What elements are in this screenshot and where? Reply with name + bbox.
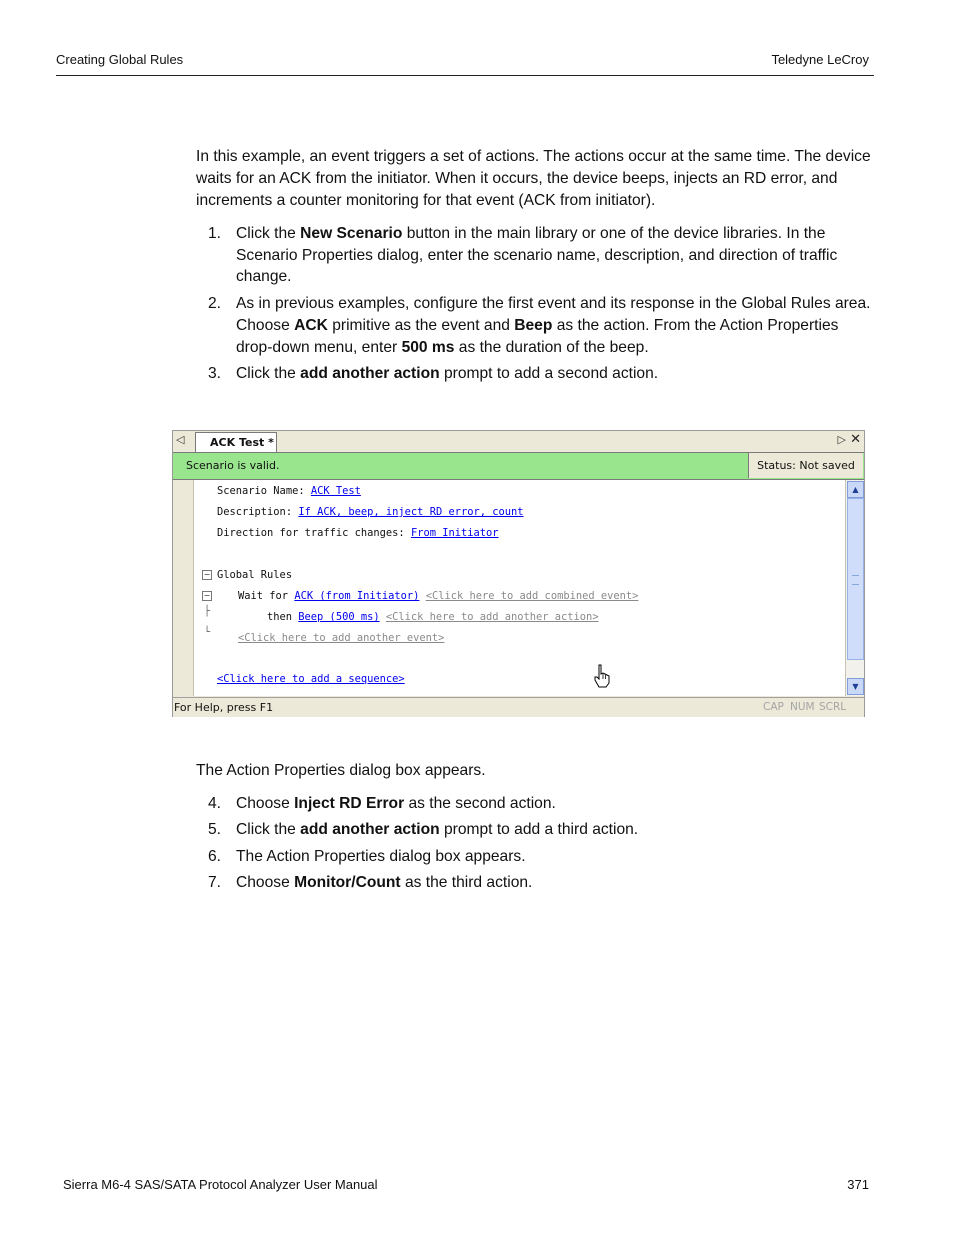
then-label: then: [267, 611, 299, 623]
step-emphasis: Beep: [514, 316, 553, 334]
step-text: The Action Properties dialog box appears.: [236, 847, 526, 865]
scroll-down-icon[interactable]: ▼: [847, 678, 864, 695]
steps-list-1: [196, 223, 874, 390]
step-emphasis: add another action: [300, 365, 440, 383]
description-link[interactable]: If ACK, beep, inject RD error, count: [298, 506, 524, 518]
footer-manual-title: Sierra M6-4 SAS/SATA Protocol Analyzer User Manual: [63, 1177, 378, 1192]
step-text: As in previous examples, configure the first event and its response in the Global Rules area. Choose: [236, 295, 871, 334]
scenario-editor-screenshot: [172, 430, 865, 717]
steps-list-2: [196, 793, 874, 899]
header-rule: [56, 75, 874, 76]
tab-bar: [173, 431, 864, 453]
event-link[interactable]: ACK (from Initiator): [294, 590, 420, 602]
step-text: as the third action.: [400, 874, 533, 892]
description-label: Description:: [217, 506, 299, 518]
add-sequence-link[interactable]: <Click here to add a sequence>: [217, 673, 405, 685]
step-emphasis: ACK: [294, 316, 328, 334]
validation-bar: [173, 453, 864, 480]
collapse-wait-icon[interactable]: −: [203, 591, 211, 600]
after-screenshot-paragraph: The Action Properties dialog box appears.: [196, 762, 486, 779]
page-number: 371: [847, 1177, 869, 1192]
list-item: [196, 793, 874, 815]
grip-icon: [852, 575, 859, 585]
step-text: button in the main library or one of the device libraries. In the Scenario Properties dialog, enter the scenario name, description, and direction of traffic change.: [236, 225, 838, 286]
header-section-title: Creating Global Rules: [56, 52, 184, 67]
header-company: Teledyne LeCroy: [771, 52, 869, 67]
list-item: [196, 872, 874, 894]
validation-message: Scenario is valid.: [186, 459, 280, 472]
tree-connector: ├: [204, 606, 211, 617]
step-emphasis: 500 ms: [401, 338, 455, 356]
step-emphasis: Monitor/Count: [294, 874, 401, 892]
status-bar: [173, 697, 864, 717]
direction-link[interactable]: From Initiator: [410, 527, 499, 539]
step-text: Choose: [236, 874, 295, 892]
step-number: 2.: [208, 295, 222, 313]
tab-scroll-left-icon[interactable]: ◁: [176, 433, 185, 446]
collapse-global-rules-icon[interactable]: −: [203, 570, 211, 579]
list-item: [196, 363, 874, 385]
step-text: as the duration of the beep.: [454, 338, 649, 356]
save-status: Status: Not saved: [748, 453, 863, 478]
tab-ack-test[interactable]: ACK Test *: [195, 432, 277, 452]
cap-indicator: CAP: [763, 701, 784, 713]
step-emphasis: add another action: [300, 821, 440, 839]
step-text: primitive as the event and: [327, 316, 515, 334]
step-number: 5.: [208, 821, 222, 839]
add-sequence-line: [217, 673, 405, 685]
num-indicator: NUM: [790, 701, 815, 713]
step-number: 7.: [208, 874, 222, 892]
add-combined-event-link[interactable]: <Click here to add combined event>: [425, 590, 639, 602]
vertical-scrollbar[interactable]: [845, 480, 864, 696]
add-another-event-link[interactable]: <Click here to add another event>: [238, 632, 445, 644]
list-item: [196, 846, 874, 868]
global-rules-heading: Global Rules: [217, 569, 293, 581]
scrl-indicator: SCRL: [819, 701, 847, 713]
step-text: prompt to add a third action.: [439, 821, 639, 839]
step-text: Click the: [236, 821, 301, 839]
step-number: 1.: [208, 225, 222, 242]
add-event-line: [238, 632, 444, 644]
wait-line: [238, 590, 638, 602]
step-text: Choose: [236, 795, 295, 812]
help-hint: For Help, press F1: [174, 701, 274, 714]
scroll-up-icon[interactable]: ▲: [847, 481, 864, 498]
step-text: as the second action.: [404, 795, 556, 812]
step-emphasis: New Scenario: [300, 225, 403, 242]
tree-connector: └: [204, 627, 211, 638]
list-item: [196, 293, 874, 358]
hand-cursor-icon: [593, 664, 611, 688]
scenario-name-link[interactable]: ACK Test: [310, 485, 361, 497]
direction-line: [217, 527, 499, 539]
editor-gutter: [173, 480, 194, 696]
step-emphasis: Inject RD Error: [294, 795, 405, 812]
scroll-thumb[interactable]: [847, 498, 864, 660]
intro-paragraph: In this example, an event triggers a set of actions. The actions occur at the same time. The device waits for an ACK from the initiator. When it occurs, the device beeps, injects an RD error, and increments a counter monitoring for that event (ACK from initiator).: [196, 148, 871, 209]
scenario-name-label: Scenario Name:: [217, 485, 311, 497]
add-another-action-link[interactable]: <Click here to add another action>: [385, 611, 599, 623]
then-line: [267, 611, 599, 623]
step-text: Click the: [236, 365, 301, 383]
step-number: 3.: [208, 365, 222, 383]
rules-editor: [173, 480, 864, 696]
step-text: Click the: [236, 225, 301, 242]
step-text: prompt to add a second action.: [439, 365, 659, 383]
action-link[interactable]: Beep (500 ms): [298, 611, 380, 623]
step-text: as the action. From the Action Properties drop-down menu, enter: [236, 316, 839, 356]
close-icon[interactable]: ✕: [850, 432, 861, 447]
list-item: [196, 819, 874, 841]
list-item: [196, 223, 874, 288]
direction-label: Direction for traffic changes:: [217, 527, 411, 539]
step-number: 4.: [208, 795, 222, 812]
step-number: 6.: [208, 847, 222, 865]
scenario-name-line: [217, 485, 361, 497]
tab-scroll-right-icon[interactable]: ▷: [837, 433, 846, 446]
wait-for-label: Wait for: [238, 590, 295, 602]
description-line: [217, 506, 524, 518]
